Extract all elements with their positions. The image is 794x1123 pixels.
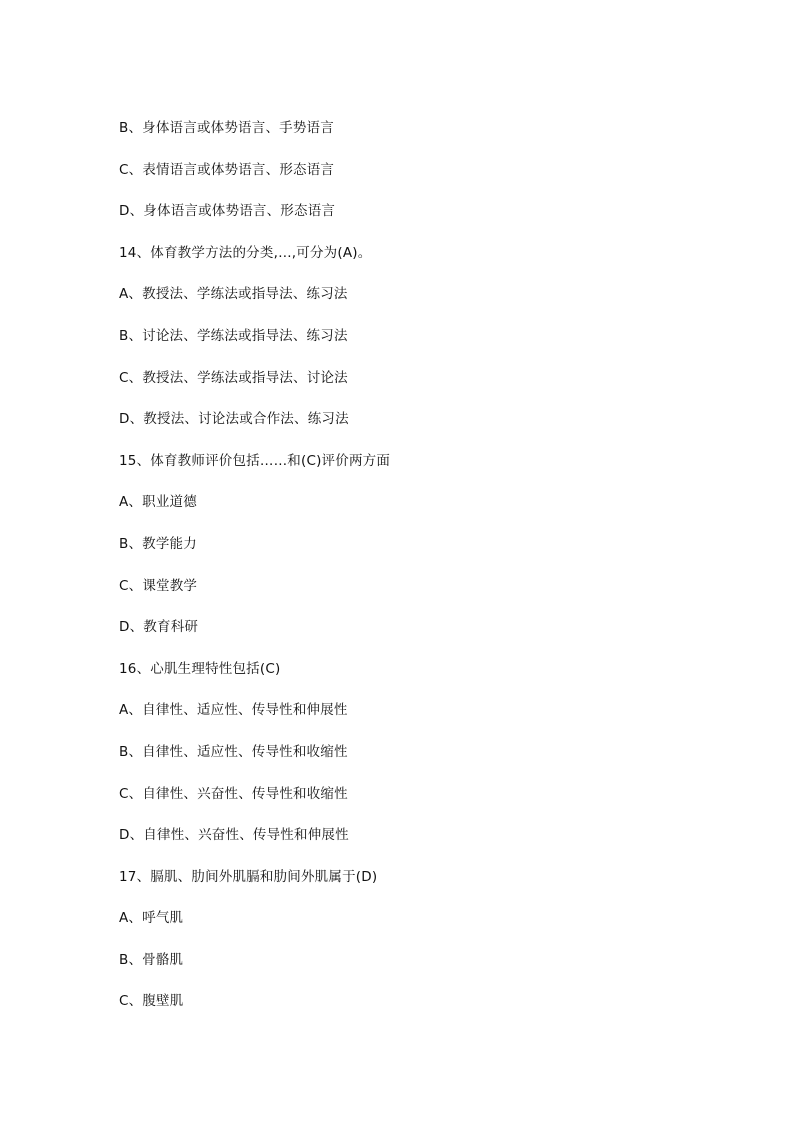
option-line: D、自律性、兴奋性、传导性和伸展性 bbox=[119, 827, 349, 844]
option-line: D、教授法、讨论法或合作法、练习法 bbox=[119, 411, 349, 428]
question-line: 15、体育教师评价包括……和(C)评价两方面 bbox=[119, 452, 391, 469]
option-line: A、职业道德 bbox=[119, 494, 197, 511]
question-list bbox=[119, 117, 390, 1032]
question-line: 16、心肌生理特性包括(C) bbox=[119, 660, 281, 677]
option-line: B、自律性、适应性、传导性和收缩性 bbox=[119, 743, 348, 760]
option-line: C、自律性、兴奋性、传导性和收缩性 bbox=[119, 785, 348, 802]
option-line: B、教学能力 bbox=[119, 535, 197, 552]
option-line: B、身体语言或体势语言、手势语言 bbox=[119, 120, 334, 136]
option-line: B、骨骼肌 bbox=[119, 951, 184, 968]
option-line: A、教授法、学练法或指导法、练习法 bbox=[119, 286, 348, 303]
option-line: A、自律性、适应性、传导性和伸展性 bbox=[119, 702, 348, 719]
option-line: B、讨论法、学练法或指导法、练习法 bbox=[119, 327, 348, 344]
option-line: A、呼气肌 bbox=[119, 910, 184, 927]
option-line: C、课堂教学 bbox=[119, 577, 198, 594]
question-line: 17、膈肌、肋间外肌膈和肋间外肌属于(D) bbox=[119, 868, 378, 885]
question-line: 14、体育教学方法的分类,…,可分为(A)。 bbox=[119, 244, 372, 261]
option-line: D、身体语言或体势语言、形态语言 bbox=[119, 203, 336, 220]
option-line: C、教授法、学练法或指导法、讨论法 bbox=[119, 369, 348, 386]
option-line: C、表情语言或体势语言、形态语言 bbox=[119, 161, 335, 178]
option-line: D、教育科研 bbox=[119, 619, 199, 636]
option-line: C、腹壁肌 bbox=[119, 993, 184, 1010]
